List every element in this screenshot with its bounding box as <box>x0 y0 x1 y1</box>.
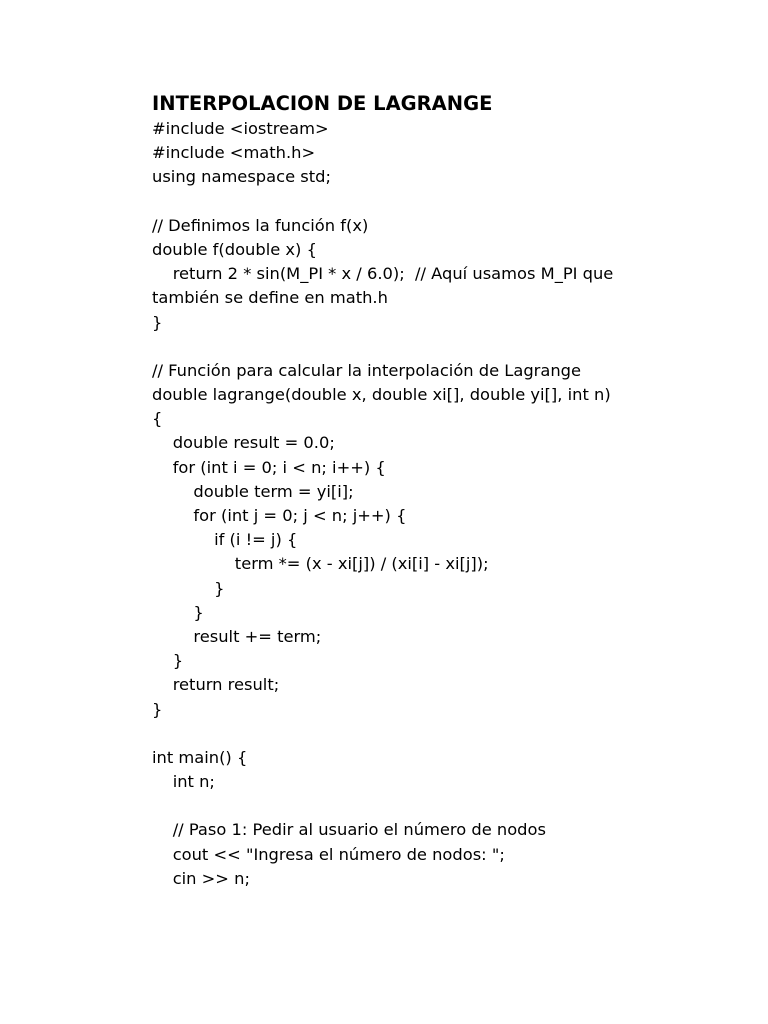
code-line: #include <iostream> <box>152 119 329 138</box>
code-line: using namespace std; <box>152 167 331 187</box>
code-line: int main() { <box>152 747 248 767</box>
code-line <box>152 335 672 359</box>
code-line: // Función para calcular la interpolación de Lagrange <box>152 360 582 380</box>
code-line: } <box>152 312 163 332</box>
code-line: double result = 0.0; <box>152 433 335 453</box>
code-line: double lagrange(double x, double xi[], double yi[], int n) <box>152 385 611 405</box>
document-title: INTERPOLACION DE LAGRANGE <box>152 92 493 115</box>
code-line <box>152 190 672 214</box>
code-line: double term = yi[i]; <box>152 481 354 501</box>
code-line: cout << "Ingresa el número de nodos: "; <box>152 844 505 864</box>
code-line: for (int j = 0; j < n; j++) { <box>152 506 407 525</box>
code-line: int n; <box>152 772 215 792</box>
code-line: for (int i = 0; i < n; i++) { <box>152 457 386 477</box>
code-line: cin >> n; <box>152 868 250 888</box>
code-line: también se define en math.h <box>152 288 388 308</box>
code-line <box>152 794 672 818</box>
code-block <box>152 117 672 891</box>
code-line: if (i != j) { <box>152 530 298 550</box>
code-line: result += term; <box>152 626 322 646</box>
code-line: double f(double x) { <box>152 239 317 259</box>
code-line: term *= (x - xi[j]) / (xi[i] - xi[j]); <box>152 554 489 574</box>
code-line: return 2 * sin(M_PI * x / 6.0); // Aquí usamos M_PI que <box>152 264 614 284</box>
code-line: // Paso 1: Pedir al usuario el número de nodos <box>152 820 546 840</box>
code-line: // Definimos la función f(x) <box>152 215 369 235</box>
code-line: } <box>152 651 184 671</box>
code-line: } <box>152 699 163 719</box>
code-line: } <box>152 602 204 622</box>
code-line: #include <math.h> <box>152 143 316 163</box>
code-line: return result; <box>152 675 280 695</box>
code-line <box>152 722 672 746</box>
code-line: { <box>152 409 163 429</box>
code-line: } <box>152 578 225 598</box>
